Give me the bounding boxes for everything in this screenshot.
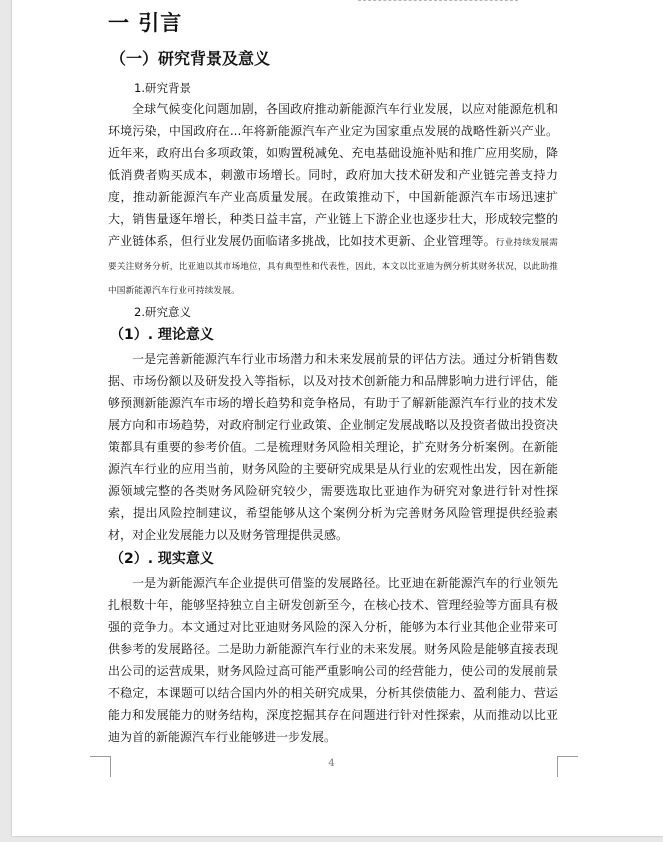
chapter-title: 一 引言: [108, 11, 183, 35]
subsection-label-background: 1.研究背景: [134, 81, 191, 95]
practical-significance-title: （2）. 现实意义: [110, 551, 214, 567]
theory-significance-title: （1）. 理论意义: [110, 327, 214, 343]
background-paragraph-main: 全球气候变化问题加剧，各国政府推动新能源汽车行业发展，以应对能源危机和环境污染，中国政府在...年将新能源汽车产业定为国家重点发展的战略性新兴产业。近年来，政府出台多项政策，如购置税减免、充电基础设施补贴和推广应用奖励，降低消费者购买成本，刺激市场增长。同时，政府加大技术研发和产业链完善支持力度，推动新能源汽车产业高质量发展。在政策推动下，中国新能源汽车市场迅速扩大，销售量逐年增长，种类日益丰富，产业链上下游企业也逐步壮大，形成较完整的产业链体系，但行业发展仍面临诸多挑战，比如技术更新、企业管理等。: [108, 102, 558, 248]
page-content: [108, 6, 558, 748]
theory-significance-paragraph: 一是完善新能源汽车行业市场潜力和未来发展前景的评估方法。通过分析销售数据、市场份额以及研发投入等指标，以及对技术创新能力和品牌影响力进行评估，能够预测新能源汽车市场的增长趋势和竞争格局，有助于了解新能源汽车行业的技术发展方向和市场趋势，对政府制定行业政策、企业制定发展战略以及投资者做出投资决策都具有重要的参考价值。二是梳理财务风险相关理论，扩充财务分析案例。在新能源汽车行业的应用当前，财务风险的主要研究成果是从行业的宏观性出发，因在新能源领域完整的各类财务风险研究较少，需要选取比亚迪作为研究对象进行针对性探索，提出风险控制建议，希望能够从这个案例分析为完善财务风险管理提供经验素材，对企业发展能力以及财务管理提供灵感。: [108, 352, 558, 542]
section-title-background: （一）研究背景及意义: [110, 49, 271, 68]
background-paragraph: [108, 98, 558, 302]
page-number: 4: [328, 758, 335, 769]
practical-significance-paragraph: 一是为新能源汽车企业提供可借鉴的发展路径。比亚迪在新能源汽车的行业领先扎根数十年，能够坚持独立自主研发创新至今，在核心技术、管理经验等方面具有极强的竞争力。本文通过对比亚迪财务风险的深入分析，能够为本行业其他企业带来可供参考的发展路径。二是助力新能源汽车行业的未来发展。财务风险是能够直接表现出公司的运营成果，财务风险过高可能严重影响公司的经营能力，使公司的发展前景不稳定，本课题可以结合国内外的相关研究成果，分析其偿债能力、盈利能力、营运能力和发展能力的财务结构，深度挖掘其存在问题进行针对性探索，从而推动以比亚迪为首的新能源汽车行业能够进一步发展。: [108, 576, 558, 744]
subsection-label-significance: 2.研究意义: [134, 305, 191, 319]
background-paragraph-tail: 行业持续发展需要关注财务分析，比亚迪以其市场地位，具有典型性和代表性，因此，本文以比亚迪为例分析其财务状况，以此助推中国新能源汽车行业可持续发展。: [108, 238, 558, 296]
header-dashed-line: [358, 0, 518, 3]
